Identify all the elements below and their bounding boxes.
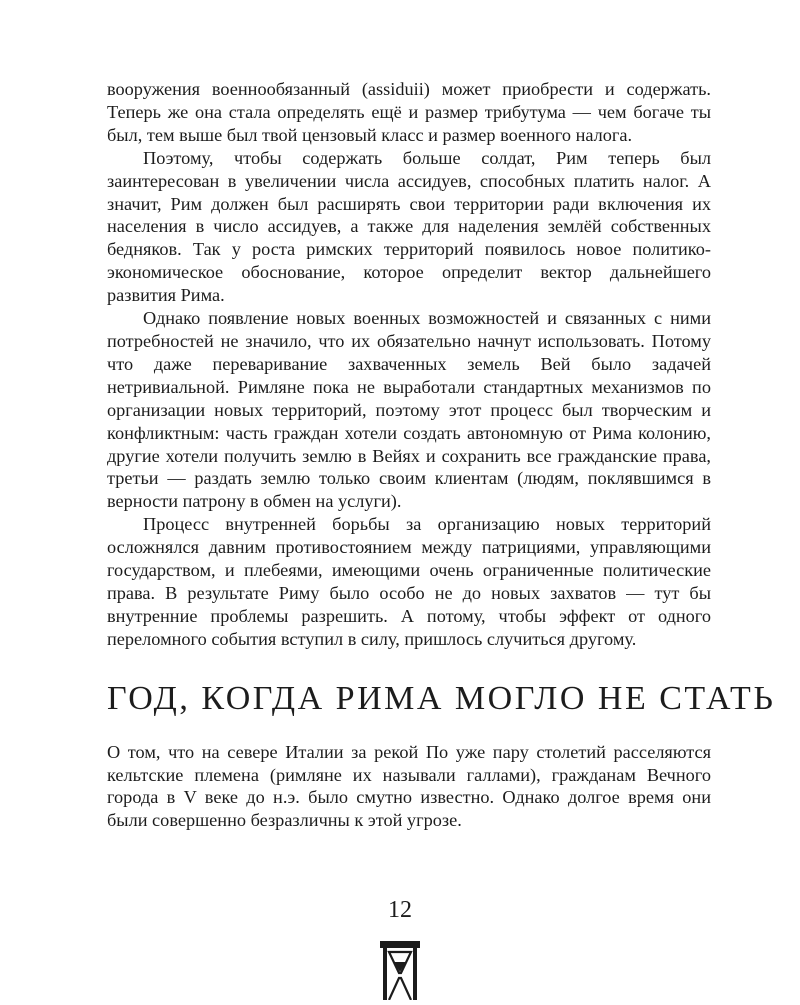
section-paragraph: О том, что на севере Италии за рекой По уже пару столетий расселяются кельтские племена (римляне их называли галлами), гражданам Вечного города в V веке до н.э. было смутно известно. Однако долгое время они были совершенно безразличны к этой угрозе. <box>107 741 711 831</box>
body-paragraph-3: Однако появление новых военных возможностей и связанных с ними потребностей не значило, что их обязательно начнут использовать. Потому что даже переваривание захваченных земель Вей было задачей нетривиальной. Римляне пока не выработали стандартных механизмов по организации новых территорий, поэтому этот процесс был творческим и конфликтным: часть граждан хотели создать автономную от Рима колонию, другие хотели получить землю в Вейях и сохранить все гражданские права, третьи — раздать землю только своим клиентам (людям, поклявшимся в верности патрону в обмен на услуги). <box>107 308 711 512</box>
hourglass-icon <box>379 940 421 1005</box>
body-paragraph-1: вооружения военнообязанный (assiduii) может приобрести и содержать. Теперь же она стала определять ещё и размер трибутума — чем богаче ты был, тем выше был твой цензовый класс и размер военного налога. <box>107 79 711 145</box>
body-paragraph-2: Поэтому, чтобы содержать больше солдат, Рим теперь был заинтересован в увеличении числа ассидуев, способных платить налог. А значит, Рим должен был расширять свои территории ради включения их населения в число ассидуев, а также для наделения землёй собственных бедняков. Так у роста римских территорий появилось новое политико-экономическое обоснование, которое определит вектор дальнейшего развития Рима. <box>107 147 711 306</box>
section-heading: ГОД, КОГДА РИМА МОГЛО НЕ СТАТЬ <box>107 679 776 717</box>
body-paragraph-4: Процесс внутренней борьбы за организацию новых территорий осложнялся давним противостоянием между патрициями, управляющими государством, и плебеями, имеющими очень ограниченные политические права. В результате Риму было особо не до новых захватов — тут бы внутренние проблемы разрешить. А потому, чтобы эффект от одного переломного события вступил в силу, пришлось случиться другому. <box>107 514 711 649</box>
page-body <box>107 78 776 832</box>
page-number: 12 <box>388 897 412 923</box>
